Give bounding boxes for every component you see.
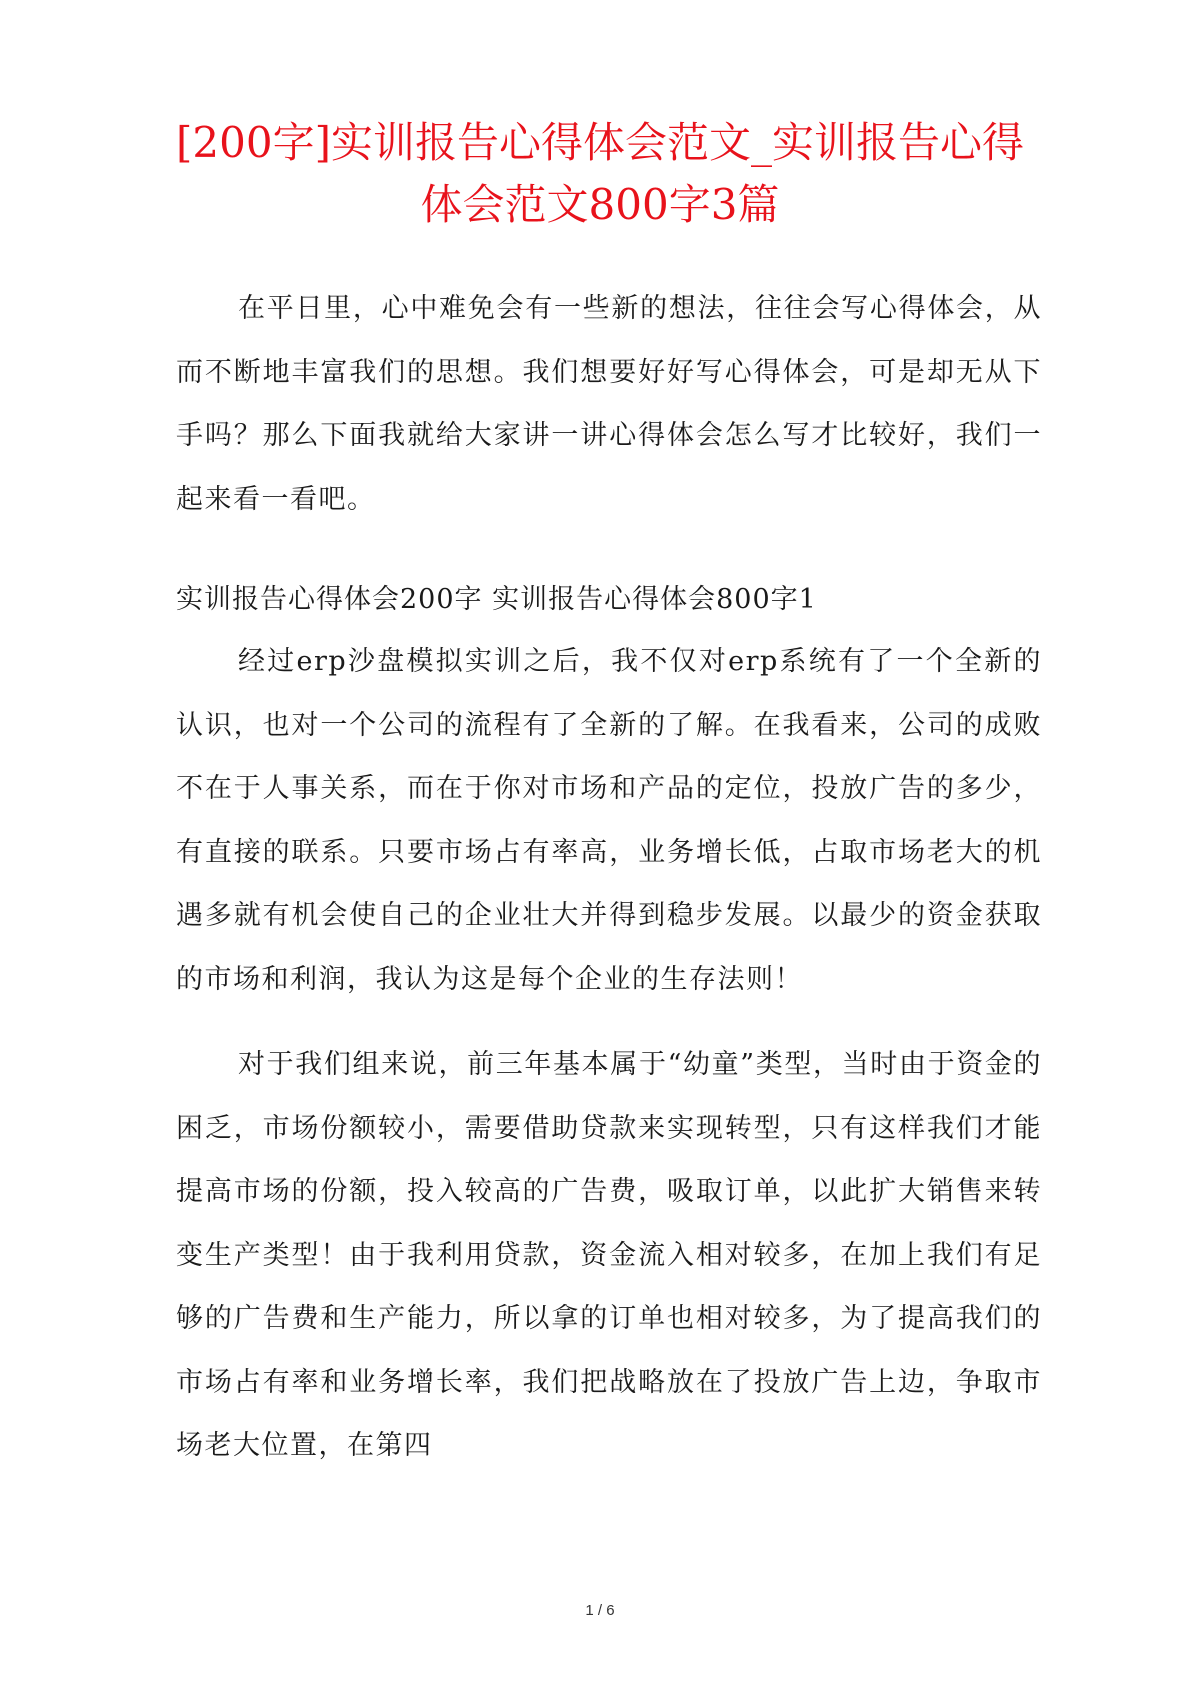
body-paragraph-1: 经过erp沙盘模拟实训之后，我不仅对erp系统有了一个全新的认识，也对一个公司的流程有了全新的了解。在我看来，公司的成败不在于人事关系，而在于你对市场和产品的定位，投放广告的多少，有直接的联系。只要市场占有率高，业务增长低，占取市场老大的机遇多就有机会使自己的企业壮大并得到稳步发展。以最少的资金获取的市场和利润，我认为这是每个企业的生存法则！ <box>176 646 1042 995</box>
body-paragraph-2: 对于我们组来说，前三年基本属于“幼童”类型，当时由于资金的困乏，市场份额较小，需要借助贷款来实现转型，只有这样我们才能提高市场的份额，投入较高的广告费，吸取订单，以此扩大销售来转变生产类型！由于我利用贷款，资金流入相对较多，在加上我们有足够的广告费和生产能力，所以拿的订单也相对较多，为了提高我们的市场占有率和业务增长率，我们把战略放在了投放广告上边，争取市场老大位置，在第四 <box>176 1049 1042 1461</box>
document-title: [200字]实训报告心得体会范文_实训报告心得体会范文800字3篇 <box>176 118 1024 229</box>
intro-paragraph: 在平日里，心中难免会有一些新的想法，往往会写心得体会，从而不断地丰富我们的思想。我们想要好好写心得体会，可是却无从下手吗？那么下面我就给大家讲一讲心得体会怎么写才比较好，我们一起来看一看吧。 <box>176 293 1042 515</box>
page-number: 1 / 6 <box>585 1602 615 1619</box>
section-heading: 实训报告心得体会200字 实训报告心得体会800字1 <box>176 584 817 615</box>
